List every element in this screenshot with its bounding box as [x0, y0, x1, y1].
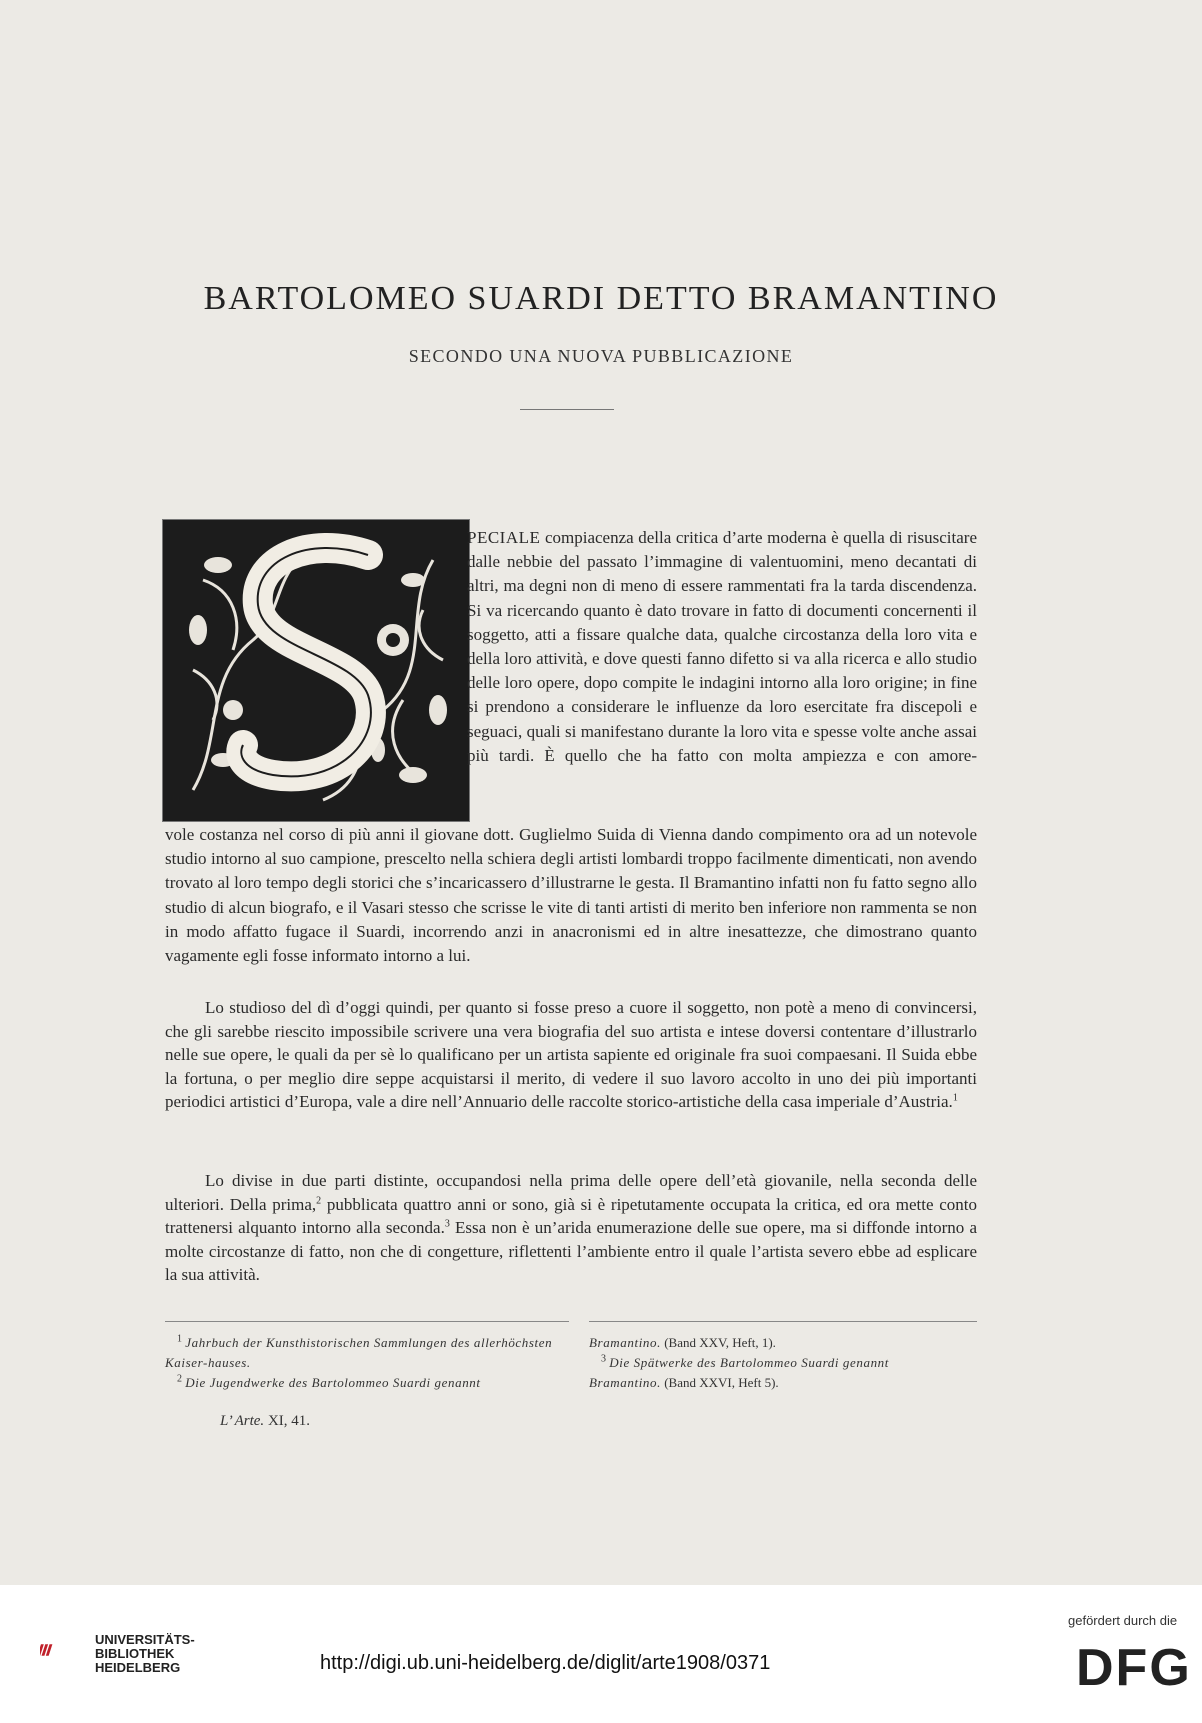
decorated-initial [162, 519, 470, 822]
paragraph-2 [165, 996, 977, 1114]
paragraph-1-continued: vole costanza nel corso di più anni il giovane dott. Guglielmo Suida di Vienna dando compimento ora ad un notevole studio intorno al suo campione, prescelto nella schiera degli artisti lombardi troppo facilmente dimenticati, non avendo trovato al loro tempo degli storici che s’incaricassero d’illustrarne le gesta. Il Bramantino infatti non fu fatto segno allo studio di alcun biografo, e il Vasari stesso che scrisse le vite di tanti artisti di merito ben inferiore non rammenta se non in modo affatto fugace il Suardi, incorrendo anzi in anacronismi ed in altre inesattezze, che dimostrano quanto vagamente egli fosse informato intorno a lui. [165, 825, 977, 966]
library-name-line-2: BIBLIOTHEK [95, 1646, 175, 1661]
paragraph-1-text: compiacenza della critica d’arte moderna è quella di risuscitare dalle nebbie del passato l’immagine di valentuomini, meno decantati di altri, ma degni non di meno di essere rammentati fra la tarda discendenza. Si va ricercando quanto è dato trovare in fatto di documenti concernenti il soggetto, atti a fissare qualche data, qualche circostanza della loro vita e della loro attività, e dove questi fanno difetto si va alla ricerca e allo studio delle loro opere, dopo compite le indagini intorno alla loro origine; in fine si prendono a considerare le influenze da loro esercitate fra discepoli e seguaci, quali si manifestano durante la loro vita e spesse volte anche assai più tardi. È quello che ha fatto con molta ampiezza e con amore- [467, 528, 978, 765]
footnote-ref-1[interactable]: 1 [952, 1092, 958, 1104]
floral-ornament-icon [163, 520, 469, 821]
initial-lead-word: PECIALE [467, 528, 541, 547]
footnote-1-mark: 1 [177, 1333, 182, 1345]
footnote-1 [165, 1333, 565, 1373]
paragraph-3-text-c: Essa non è un’arida enumerazione delle sue opere, ma si diffonde intorno a molte circostanze di fatto, non che di congetture, riflettenti l’ambiente entro il quale l’artista severo ebbe ad esplicare la sua attività. [165, 1218, 977, 1285]
footnote-ref-3[interactable]: 3 [444, 1218, 450, 1230]
paragraph-3 [165, 1169, 977, 1287]
footnote-3-cont-plain: (Band XXVI, Heft 5). [660, 1375, 779, 1390]
footnote-divider-right [589, 1321, 977, 1322]
paragraph-3-text-b: pubblicata quattro anni or sono, già si è ripetutamente occupata la critica, ed ora mette conto trattenersi alquanto intorno alla seconda. [165, 1194, 977, 1238]
footnote-3 [589, 1353, 977, 1373]
footnote-3-continued [589, 1373, 977, 1393]
footnote-divider-left [165, 1321, 569, 1322]
paragraph-3-text-a: Lo divise in due parti distinte, occupandosi nella prima delle opere dell’età giovanile, nella seconda delle ulteriori. Della prima, [165, 1171, 977, 1214]
footnote-2-continued [589, 1333, 977, 1353]
library-name-line-1: UNIVERSITÄTS- [95, 1632, 195, 1647]
footnote-2-cont-plain: (Band XXV, Heft, 1). [660, 1335, 776, 1350]
footnotes-left-column [165, 1333, 565, 1393]
footnote-2-text: Die Jugendwerke des Bartolommeo Suardi genannt [185, 1375, 481, 1390]
footnote-2-cont-italic: Bramantino. [589, 1335, 661, 1350]
funding-note: gefördert durch die [1068, 1613, 1178, 1628]
dfg-logo: DFG [1076, 1639, 1192, 1697]
article-subtitle: SECONDO UNA NUOVA PUBBLICAZIONE [408, 346, 794, 366]
library-name [95, 1633, 195, 1675]
signature-number: XI, 41. [264, 1413, 311, 1429]
footnote-3-text: Die Spätwerke des Bartolommeo Suardi genannt [609, 1355, 889, 1370]
page-signature [220, 1413, 310, 1430]
permalink-url[interactable]: http://digi.ub.uni-heidelberg.de/diglit/arte1908/0371 [320, 1652, 771, 1674]
library-name-line-3: HEIDELBERG [95, 1660, 181, 1675]
footnote-3-cont-italic: Bramantino. [589, 1375, 661, 1390]
footnote-1-text: Jahrbuch der Kunsthistorischen Sammlungen des allerhöchsten Kaiser-hauses. [165, 1335, 553, 1370]
footnote-3-mark: 3 [601, 1353, 606, 1365]
footnotes-right-column [589, 1333, 977, 1393]
paragraph-2-text: Lo studioso del dì d’oggi quindi, per quanto si fosse preso a cuore il soggetto, non potè a meno di convincersi, che gli sarebbe riescito impossibile scrivere una vera biografia del suo artista e intese doversi contentare d’illustrarlo nelle sue opere, le quali da per sè lo qualificano per un artista sapiente ed originale fra suoi compaesani. Il Suida ebbe la fortuna, o per meglio dire seppe acquistarsi il merito, di vedere il suo lavoro accolto in uno dei più importanti periodici artistici d’Europa, vale a dire nell’Annuario delle raccolte storico-artistiche della casa imperiale d’Austria. [165, 998, 977, 1112]
footnote-2-mark: 2 [177, 1373, 182, 1385]
article-title: BARTOLOMEO SUARDI DETTO BRAMANTINO [203, 280, 999, 317]
title-divider [520, 409, 614, 410]
footnote-ref-2[interactable]: 2 [316, 1194, 322, 1206]
footnote-2 [165, 1373, 565, 1393]
university-library-logo-icon [40, 1630, 90, 1670]
paragraph-1-wrapped [467, 526, 977, 768]
signature-journal: L’ Arte. [220, 1413, 265, 1429]
